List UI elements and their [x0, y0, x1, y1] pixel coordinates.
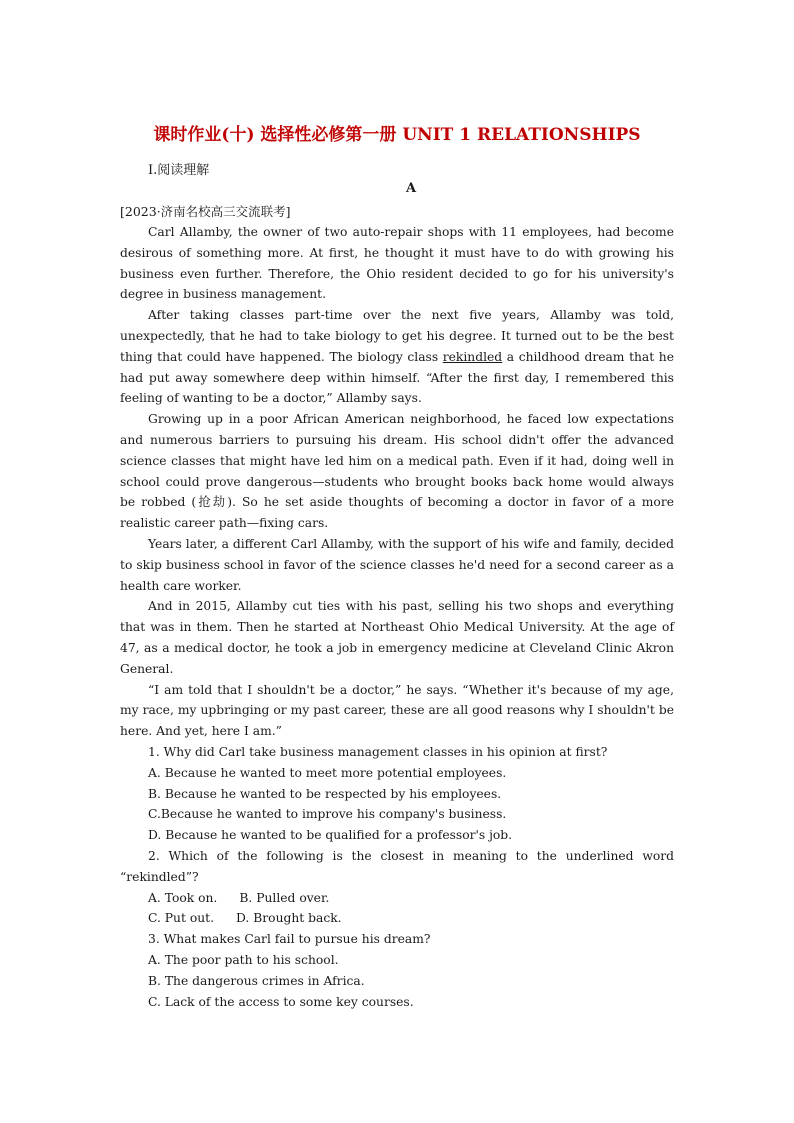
question-2-option-c: C. Put out.: [148, 911, 215, 926]
paragraph-3: Growing up in a poor African American neighborhood, he faced low expectations and numerous barriers to pursuing his dream. His school didn't offer the advanced science classes that might have led him on a medical path. Even if it had, doing well in school could prove dangerous—students who brought books back home would always be robbed (抢劫). So he set aside thoughts of becoming a doctor in favor of a more realistic career path—fixing cars.: [120, 412, 674, 531]
paragraph-5: And in 2015, Allamby cut ties with his past, selling his two shops and everything that was in them. Then he started at Northeast Ohio Medical University. At the age of 47, as a medical doctor, he took a job in emergency medicine at Cleveland Clinic Akron General.: [120, 599, 674, 676]
question-list: [120, 742, 674, 1012]
question-1-option-d: D. Because he wanted to be qualified for a professor's job.: [148, 828, 513, 843]
passage-body: [120, 222, 674, 742]
underlined-word: rekindled: [442, 349, 503, 364]
question-3-option-c: C. Lack of the access to some key courses.: [148, 994, 414, 1009]
passage-source: [2023·济南名校高三交流联考]: [120, 204, 291, 219]
question-2-stem: 2. Which of the following is the closest in meaning to the underlined word “rekindled”?: [120, 848, 674, 884]
question-3-option-a: A. The poor path to his school.: [148, 952, 339, 967]
passage-label: A: [405, 181, 417, 196]
page-title: 课时作业(十) 选择性必修第一册 UNIT 1 RELATIONSHIPS: [153, 125, 641, 145]
question-2-option-b: B. Pulled over.: [239, 890, 330, 905]
question-3-stem: 3. What makes Carl fail to pursue his dream?: [148, 932, 431, 947]
paragraph-4: Years later, a different Carl Allamby, with the support of his wife and family, decided to skip business school in favor of the science classes he'd need for a second career as a health care worker.: [120, 536, 674, 593]
paragraph-2-after: a childhood dream that he had put away somewhere deep within himself. “After the first day, I remembered this feeling of wanting to be a doctor,” Allamby says.: [120, 349, 674, 406]
question-1-option-c: C.Because he wanted to improve his company's business.: [148, 807, 507, 822]
question-1-option-b: B. Because he wanted to be respected by his employees.: [148, 786, 502, 801]
paragraph-1: Carl Allamby, the owner of two auto-repair shops with 11 employees, had become desirous of something more. At first, he thought it must have to do with growing his business even further. Therefore, the Ohio resident decided to go for his university's degree in business management.: [120, 225, 674, 302]
question-1-stem: 1. Why did Carl take business management classes in his opinion at first?: [148, 745, 608, 759]
question-2-options-row-1: [120, 888, 674, 909]
paragraph-6: “I am told that I shouldn't be a doctor,” he says. “Whether it's because of my age, my race, my upbringing or my past career, these are all good reasons why I shouldn't be here. And yet, here I am.”: [120, 682, 674, 739]
question-2-option-d: D. Brought back.: [236, 911, 342, 926]
paragraph-2: [120, 305, 674, 409]
paragraph-2-before: After taking classes part-time over the next five years, Allamby was told, unexpectedly, that he had to take biology to get his degree. It turned out to be the best thing that could have happened. The biology class: [120, 308, 674, 364]
question-2-option-a: A. Took on.: [148, 890, 218, 905]
section-heading: Ⅰ.阅读理解: [148, 163, 210, 178]
question-3-option-b: B. The dangerous crimes in Africa.: [148, 973, 365, 988]
question-1-option-a: A. Because he wanted to meet more potential employees.: [148, 765, 507, 780]
question-2-options-row-2: [120, 908, 674, 929]
